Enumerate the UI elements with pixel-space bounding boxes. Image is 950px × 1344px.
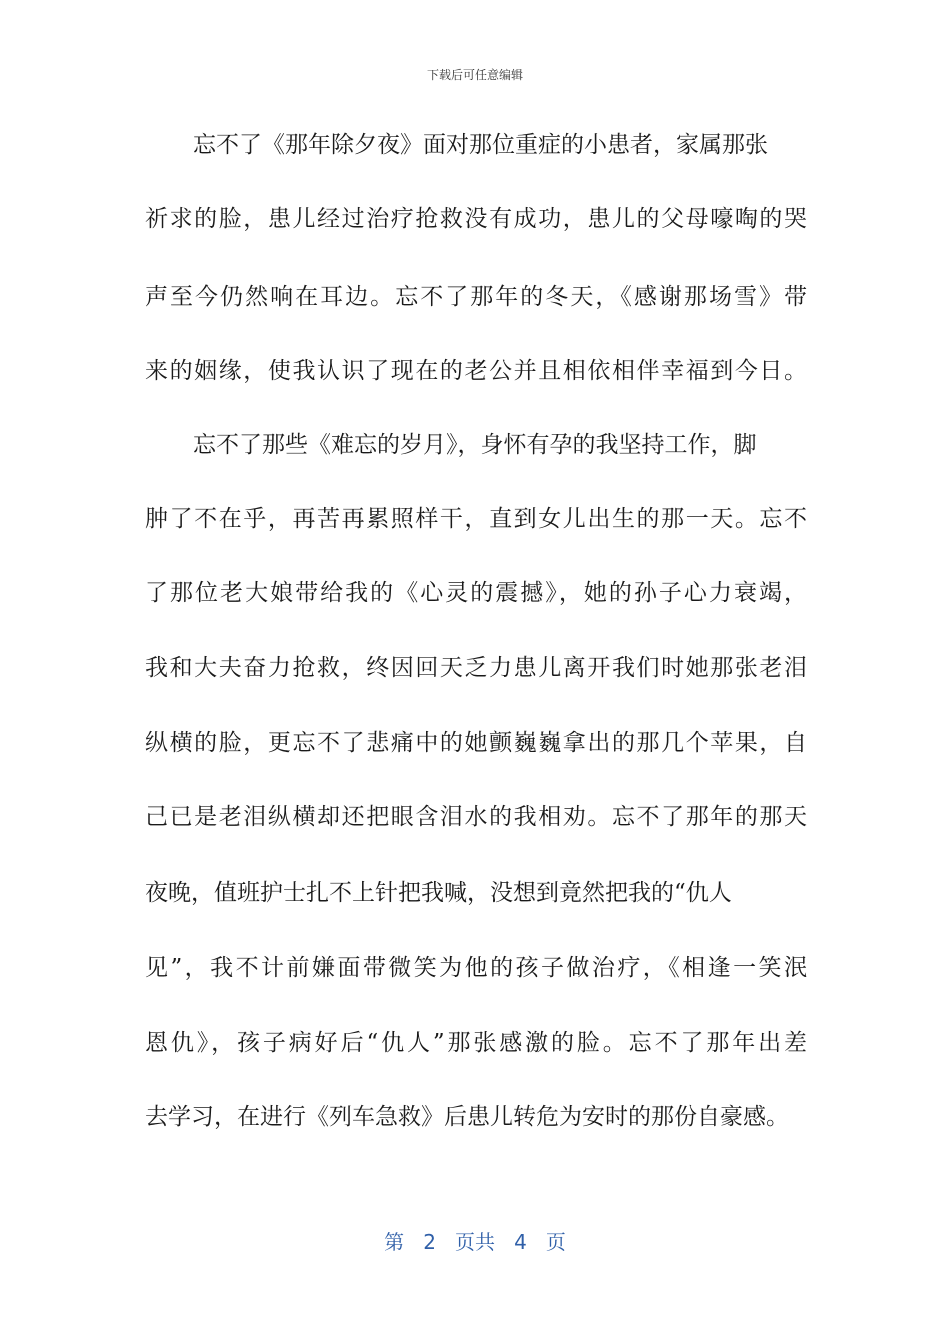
text-line-8: 我和大夫奋力抢救，终因回天乏力患儿离开我们时她那张老泪 (145, 655, 807, 681)
text-line-9: 纵横的脸，更忘不了悲痛中的她颤巍巍拿出的那几个苹果，自 (145, 730, 807, 756)
footer-total-pages: 4 (514, 1230, 527, 1254)
text-line-5: 忘不了那些《难忘的岁月》，身怀有孕的我坚持工作，脚 (193, 432, 757, 458)
text-line-13: 恩仇》，孩子病好后“仇人”那张感激的脸。忘不了那年出差 (145, 1030, 807, 1056)
text-line-7: 了那位老大娘带给我的《心灵的震撼》，她的孙子心力衰竭， (145, 580, 807, 606)
footer-prefix: 第 (384, 1230, 405, 1254)
text-line-11: 夜晚，值班护士扎不上针把我喊，没想到竟然把我的“仇人 (145, 880, 732, 906)
text-line-1: 忘不了《那年除夕夜》面对那位重症的小患者，家属那张 (193, 132, 768, 158)
footer-suffix: 页 (545, 1230, 566, 1254)
page-footer (0, 1226, 950, 1255)
text-line-12: 见”，我不计前嫌面带微笑为他的孩子做治疗，《相逢一笑泯 (145, 955, 807, 981)
footer-middle: 页共 (455, 1230, 495, 1254)
text-line-14: 去学习，在进行《列车急救》后患儿转危为安时的那份自豪感。 (145, 1104, 789, 1130)
text-line-4: 来的姻缘，使我认识了现在的老公并且相依相伴幸福到今日。 (145, 358, 807, 384)
footer-page-number: 2 (423, 1230, 436, 1254)
text-line-6: 肿了不在乎，再苦再累照样干，直到女儿出生的那一天。忘不 (145, 506, 807, 532)
text-line-2: 祈求的脸，患儿经过治疗抢救没有成功，患儿的父母嚎啕的哭 (145, 206, 807, 232)
text-line-3: 声至今仍然响在耳边。忘不了那年的冬天，《感谢那场雪》带 (145, 284, 807, 310)
header-note: 下载后可任意编辑 (426, 68, 523, 82)
text-line-10: 己已是老泪纵横却还把眼含泪水的我相劝。忘不了那年的那天 (145, 804, 807, 830)
